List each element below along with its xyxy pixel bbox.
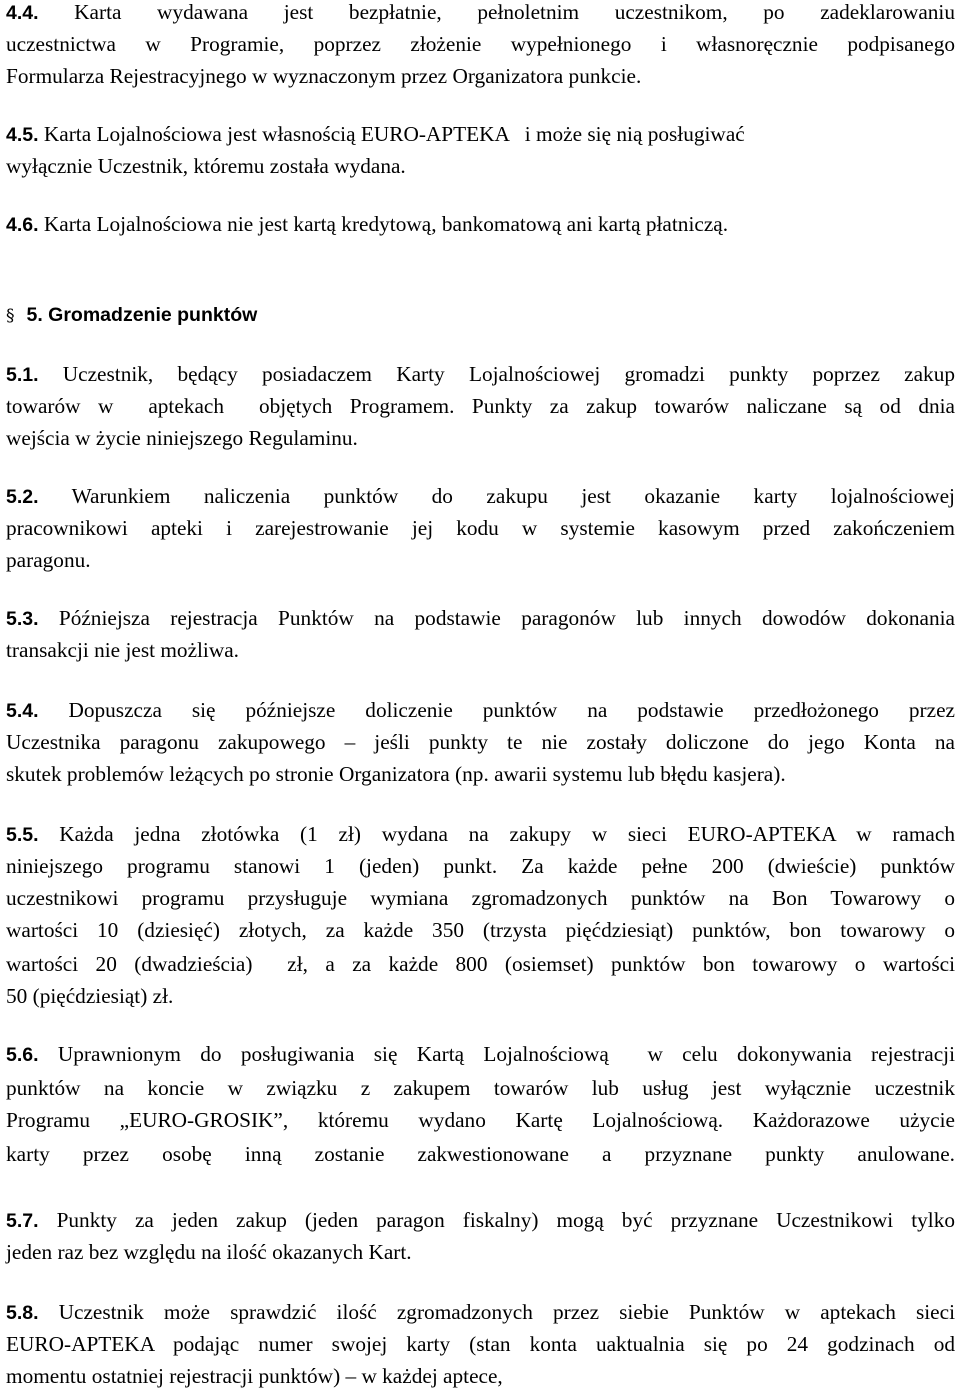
point-5-4-line-1: 5.4. Dopuszcza się późniejsze doliczenie punktów na podstawie przedłożonego przez [6, 698, 955, 722]
point-5-2-line-3: paragonu. [6, 548, 91, 572]
point-5-4-line-3: skutek problemów leżących po stronie Organizatora (np. awarii systemu lub błędu kasjera). [6, 762, 786, 786]
heading-title: 5. Gromadzenie punktów [26, 304, 258, 326]
point-5-8-line-3: momentu ostatniej rejestracji punktów) – w każdej aptece, [6, 1364, 503, 1388]
point-number: 5.5. [6, 824, 39, 846]
point-5-5-line-1: 5.5. Każda jedna złotówka (1 zł) wydana na zakupy w sieci EURO-APTEKA w ramach [6, 822, 955, 846]
point-number: 5.2. [6, 486, 39, 508]
point-5-3-line-1: 5.3. Późniejsza rejestracja Punktów na podstawie paragonów lub innych dowodów dokonania [6, 606, 955, 630]
point-5-5-line-5: wartości 20 (dwadzieścia) zł, a za każde 800 (osiemset) punktów bon towarowy o wartości [6, 952, 955, 976]
point-5-5-line-2: niniejszego programu stanowi 1 (jeden) punkt. Za każde pełne 200 (dwieście) punktów [6, 854, 955, 878]
point-5-8-line-2: EURO-APTEKA podając numer swojej karty (stan konta uaktualnia się po 24 godzinach od [6, 1332, 955, 1356]
section-number: 4.6. [6, 214, 39, 236]
point-5-5-line-4: wartości 10 (dziesięć) złotych, za każde 350 (trzysta pięćdziesiąt) punktów, bon towarowy o [6, 918, 955, 942]
point-5-6-line-4: karty przez osobę inną zostanie zakwestionowane a przyznane punkty anulowane. [6, 1142, 955, 1166]
point-5-1-line-2: towarów w aptekach objętych Programem. Punkty za zakup towarów naliczane są od dnia [6, 394, 955, 418]
point-5-6-line-3: Programu „EURO-GROSIK”, któremu wydano Kartę Lojalnościową. Każdorazowe użycie [6, 1108, 955, 1132]
section-4-4-line-1: 4.4. Karta wydawana jest bezpłatnie, pełnoletnim uczestnikom, po zadeklarowaniu [6, 0, 956, 24]
section-heading [6, 301, 955, 330]
point-5-6-line-2: punktów na koncie w związku z zakupem towarów lub usług jest wyłącznie uczestnik [6, 1076, 955, 1100]
point-number: 5.4. [6, 700, 39, 722]
point-5-6-line-1: 5.6. Uprawnionym do posługiwania się Kartą Lojalnościową w celu dokonywania rejestracji [6, 1042, 955, 1066]
point-5-2-line-1: 5.2. Warunkiem naliczenia punktów do zakupu jest okazanie karty lojalnościowej [6, 484, 955, 508]
section-number: 4.5. [6, 124, 39, 146]
section-4-4-line-3: Formularza Rejestracyjnego w wyznaczonym przez Organizatora punkcie. [6, 64, 642, 88]
section-4-6-line-1: 4.6. Karta Lojalnościowa nie jest kartą kredytową, bankomatową ani kartą płatniczą. [6, 212, 729, 236]
point-number: 5.8. [6, 1302, 39, 1324]
point-number: 5.3. [6, 608, 39, 630]
point-number: 5.7. [6, 1210, 39, 1232]
section-number: 4.4. [6, 2, 39, 24]
point-5-7-line-2: jeden raz bez względu na ilość okazanych Kart. [6, 1240, 412, 1264]
point-5-3-line-2: transakcji nie jest możliwa. [6, 638, 240, 662]
point-5-5-line-6: 50 (pięćdziesiąt) zł. [6, 984, 174, 1008]
point-5-8-line-1: 5.8. Uczestnik może sprawdzić ilość zgromadzonych przez siebie Punktów w aptekach sieci [6, 1300, 956, 1324]
paragraph-sign: § [6, 306, 15, 326]
point-5-4-line-2: Uczestnika paragonu zakupowego – jeśli punkty te nie zostały doliczone do jego Konta na [6, 730, 955, 754]
point-number: 5.6. [6, 1044, 39, 1066]
point-5-2-line-2: pracownikowi apteki i zarejestrowanie jej kodu w systemie kasowym przed zakończeniem [6, 516, 955, 540]
point-5-7-line-1: 5.7. Punkty za jeden zakup (jeden paragon fiskalny) mogą być przyznane Uczestnikowi tylko [6, 1208, 955, 1232]
point-5-1-line-1: 5.1. Uczestnik, będący posiadaczem Karty Lojalnościowej gromadzi punkty poprzez zakup [6, 362, 955, 386]
section-4-5-line-2: wyłącznie Uczestnik, któremu została wydana. [6, 154, 406, 178]
point-5-5-line-3: uczestnikowi programu przysługuje wymiana zgromadzonych punktów na Bon Towarowy o [6, 886, 955, 910]
point-5-1-line-3: wejścia w życie niniejszego Regulaminu. [6, 426, 358, 450]
section-4-5-line-1: 4.5. Karta Lojalnościowa jest własnością EURO-APTEKA i może się nią posługiwać [6, 122, 745, 146]
point-number: 5.1. [6, 364, 39, 386]
section-4-4-line-2: uczestnictwa w Programie, poprzez złożenie wypełnionego i własnoręcznie podpisanego [6, 32, 955, 56]
